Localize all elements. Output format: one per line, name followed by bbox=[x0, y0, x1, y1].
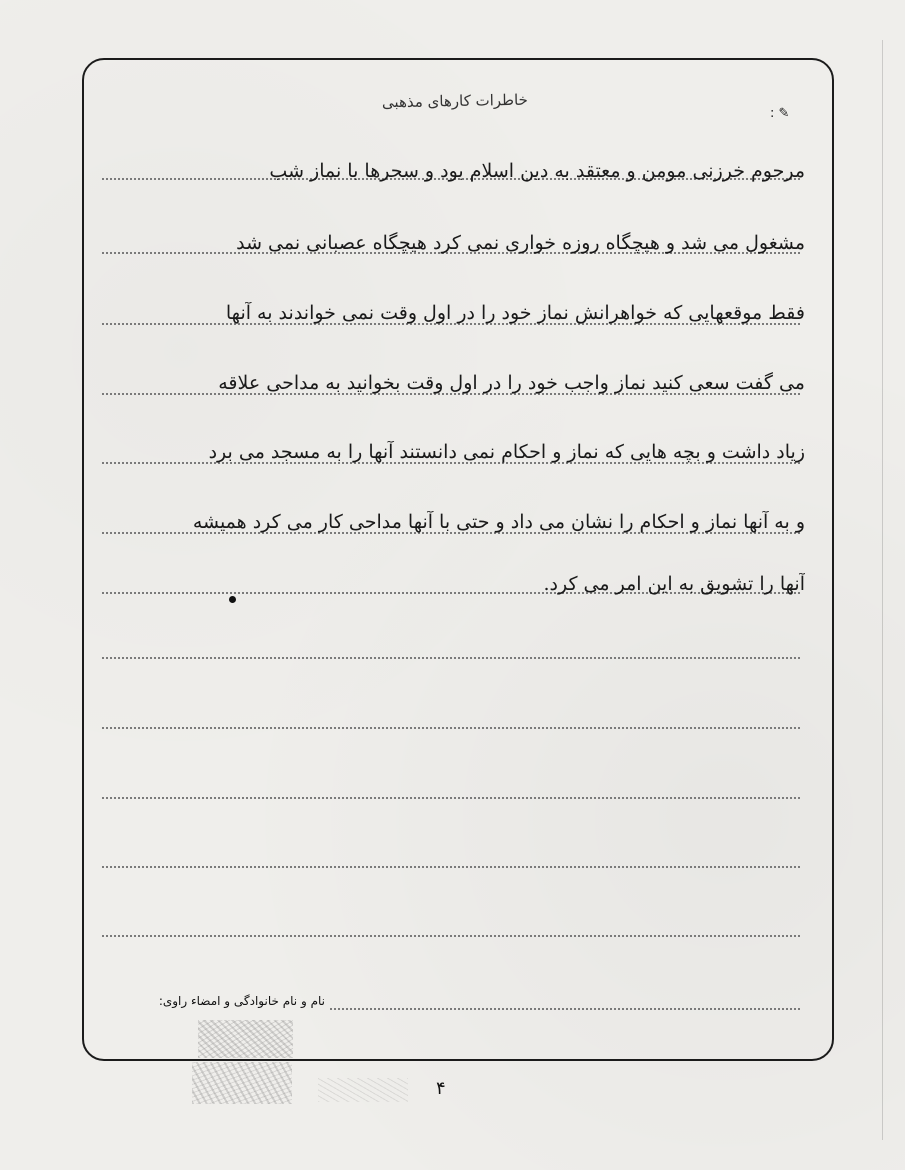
handwritten-line-7: آنها را تشویق به این امر می کرد. bbox=[543, 573, 805, 595]
handwritten-line-1: مرحوم خرزنی مومن و معتقد به دین اسلام بود و سحرها با نماز شب bbox=[269, 160, 805, 182]
handwritten-line-4: می گفت سعی کنید نماز واجب خود را در اول وقت بخوانید به مداحی علاقه bbox=[218, 372, 805, 394]
ruled-line bbox=[102, 657, 800, 659]
stamp-mark bbox=[198, 1020, 293, 1058]
page-frame bbox=[82, 58, 834, 1061]
handwritten-line-5: زیاد داشت و بچه هایی که نماز و احکام نمی دانستند آنها را به مسجد می برد bbox=[208, 441, 805, 463]
ruled-line bbox=[102, 797, 800, 799]
signature-line bbox=[330, 1008, 800, 1010]
ruled-line bbox=[102, 866, 800, 868]
ink-dot bbox=[229, 596, 236, 603]
pen-mark-icon: : ✎ bbox=[770, 106, 790, 121]
handwritten-line-6: و به آنها نماز و احکام را نشان می داد و حتی با آنها مداحی کار می کرد همیشه bbox=[192, 511, 805, 533]
page-title: خاطرات کارهای مذهبی bbox=[381, 90, 529, 112]
handwritten-line-2: مشغول می شد و هیچگاه روزه خواری نمی کرد هیچگاه عصبانی نمی شد bbox=[236, 232, 805, 254]
ruled-line bbox=[102, 935, 800, 937]
scan-edge bbox=[882, 40, 883, 1140]
page-number: ۴ bbox=[436, 1078, 446, 1099]
signature-label: نام و نام خانوادگی و امضاء راوی: bbox=[158, 994, 325, 1008]
stamp-mark bbox=[318, 1078, 408, 1102]
ruled-line bbox=[102, 727, 800, 729]
handwritten-line-3: فقط موقعهایی که خواهرانش نماز خود را در اول وقت نمی خواندند به آنها bbox=[225, 302, 805, 324]
stamp-mark bbox=[192, 1062, 292, 1104]
